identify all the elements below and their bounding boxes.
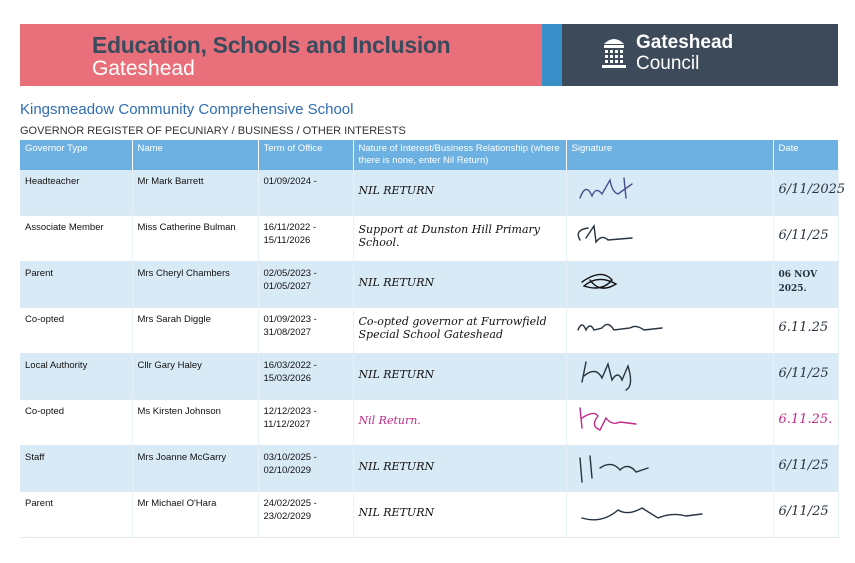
register-title: GOVERNOR REGISTER OF PECUNIARY / BUSINESS / OTHER INTERESTS xyxy=(20,125,406,137)
table-row xyxy=(20,216,838,262)
date-cell xyxy=(773,262,838,308)
table-row xyxy=(20,492,838,538)
governor-type-cell: Parent xyxy=(20,492,132,538)
name-cell: Mrs Joanne McGarry xyxy=(132,446,258,492)
date-cell xyxy=(773,492,838,538)
date-value: 6/11/2025 xyxy=(778,182,846,197)
table-row xyxy=(20,354,838,400)
governor-type-cell: Co-opted xyxy=(20,308,132,354)
col-header-type: Governor Type xyxy=(20,140,132,170)
term-cell: 12/12/2023 - 11/12/2027 xyxy=(258,400,353,446)
interest-cell: NIL RETURN xyxy=(353,170,566,216)
school-name: Kingsmeadow Community Comprehensive School xyxy=(20,101,354,118)
term-cell: 03/10/2025 - 02/10/2029 xyxy=(258,446,353,492)
date-value: 06 NOV 2025. xyxy=(778,270,818,294)
signature-cell xyxy=(566,354,773,400)
interest-cell: NIL RETURN xyxy=(353,262,566,308)
banner-subtitle: Gateshead xyxy=(92,57,195,80)
date-value: 6/11/25 xyxy=(778,504,829,519)
date-value: 6.11.25. xyxy=(778,412,833,427)
name-cell: Mr Mark Barrett xyxy=(132,170,258,216)
governor-type-cell: Parent xyxy=(20,262,132,308)
signature-cell xyxy=(566,308,773,354)
governor-type-cell: Local Authority xyxy=(20,354,132,400)
signature-cell xyxy=(566,400,773,446)
date-cell xyxy=(773,446,838,492)
governor-type-cell: Staff xyxy=(20,446,132,492)
signature-cell xyxy=(566,446,773,492)
date-cell xyxy=(773,354,838,400)
register-body xyxy=(20,170,846,538)
table-row xyxy=(20,170,838,216)
term-cell: 24/02/2025 - 23/02/2029 xyxy=(258,492,353,538)
signature-cell xyxy=(566,216,773,262)
interest-cell: Co-opted governor at Furrowfield Special School Gateshead xyxy=(353,308,566,354)
governor-type-cell: Headteacher xyxy=(20,170,132,216)
council-subtitle: Council xyxy=(636,53,700,74)
governor-type-cell: Associate Member xyxy=(20,216,132,262)
table-row xyxy=(20,262,838,308)
term-cell: 02/05/2023 - 01/05/2027 xyxy=(258,262,353,308)
name-cell: Mrs Sarah Diggle xyxy=(132,308,258,354)
name-cell: Miss Catherine Bulman xyxy=(132,216,258,262)
date-cell xyxy=(773,400,838,446)
signature-cell xyxy=(566,170,773,216)
signature-cell xyxy=(566,492,773,538)
signature-cell xyxy=(566,262,773,308)
governor-type-cell: Co-opted xyxy=(20,400,132,446)
col-header-term: Term of Office xyxy=(258,140,353,170)
register-table xyxy=(20,140,846,538)
name-cell: Ms Kirsten Johnson xyxy=(132,400,258,446)
table-row xyxy=(20,446,838,492)
interest-cell: NIL RETURN xyxy=(353,492,566,538)
term-cell: 16/03/2022 - 15/03/2026 xyxy=(258,354,353,400)
table-row xyxy=(20,400,838,446)
name-cell: Cllr Gary Haley xyxy=(132,354,258,400)
col-header-date: Date xyxy=(773,140,838,170)
banner-divider xyxy=(542,24,562,86)
name-cell: Mrs Cheryl Chambers xyxy=(132,262,258,308)
interest-cell: Support at Dunston Hill Primary School. xyxy=(353,216,566,262)
name-cell: Mr Michael O'Hara xyxy=(132,492,258,538)
table-header-row xyxy=(20,140,838,170)
date-cell xyxy=(773,216,838,262)
date-value: 6.11.25 xyxy=(778,320,829,335)
col-header-signature: Signature xyxy=(566,140,773,170)
interest-cell: NIL RETURN xyxy=(353,446,566,492)
interest-cell: NIL RETURN xyxy=(353,354,566,400)
date-cell xyxy=(773,170,846,216)
term-cell: 01/09/2023 - 31/08/2027 xyxy=(258,308,353,354)
date-value: 6/11/25 xyxy=(778,458,829,473)
term-cell: 16/11/2022 - 15/11/2026 xyxy=(258,216,353,262)
date-cell xyxy=(773,308,838,354)
date-value: 6/11/25 xyxy=(778,366,829,381)
col-header-interest: Nature of Interest/Business Relationship (where there is none, enter Nil Return) xyxy=(353,140,566,170)
term-cell: 01/09/2024 - xyxy=(258,170,353,216)
date-value: 6/11/25 xyxy=(778,228,829,243)
col-header-name: Name xyxy=(132,140,258,170)
interest-cell: Nil Return. xyxy=(353,400,566,446)
council-logo-icon xyxy=(600,34,628,72)
table-row xyxy=(20,308,838,354)
council-name: Gateshead xyxy=(636,32,734,53)
banner-title: Education, Schools and Inclusion xyxy=(92,32,451,58)
